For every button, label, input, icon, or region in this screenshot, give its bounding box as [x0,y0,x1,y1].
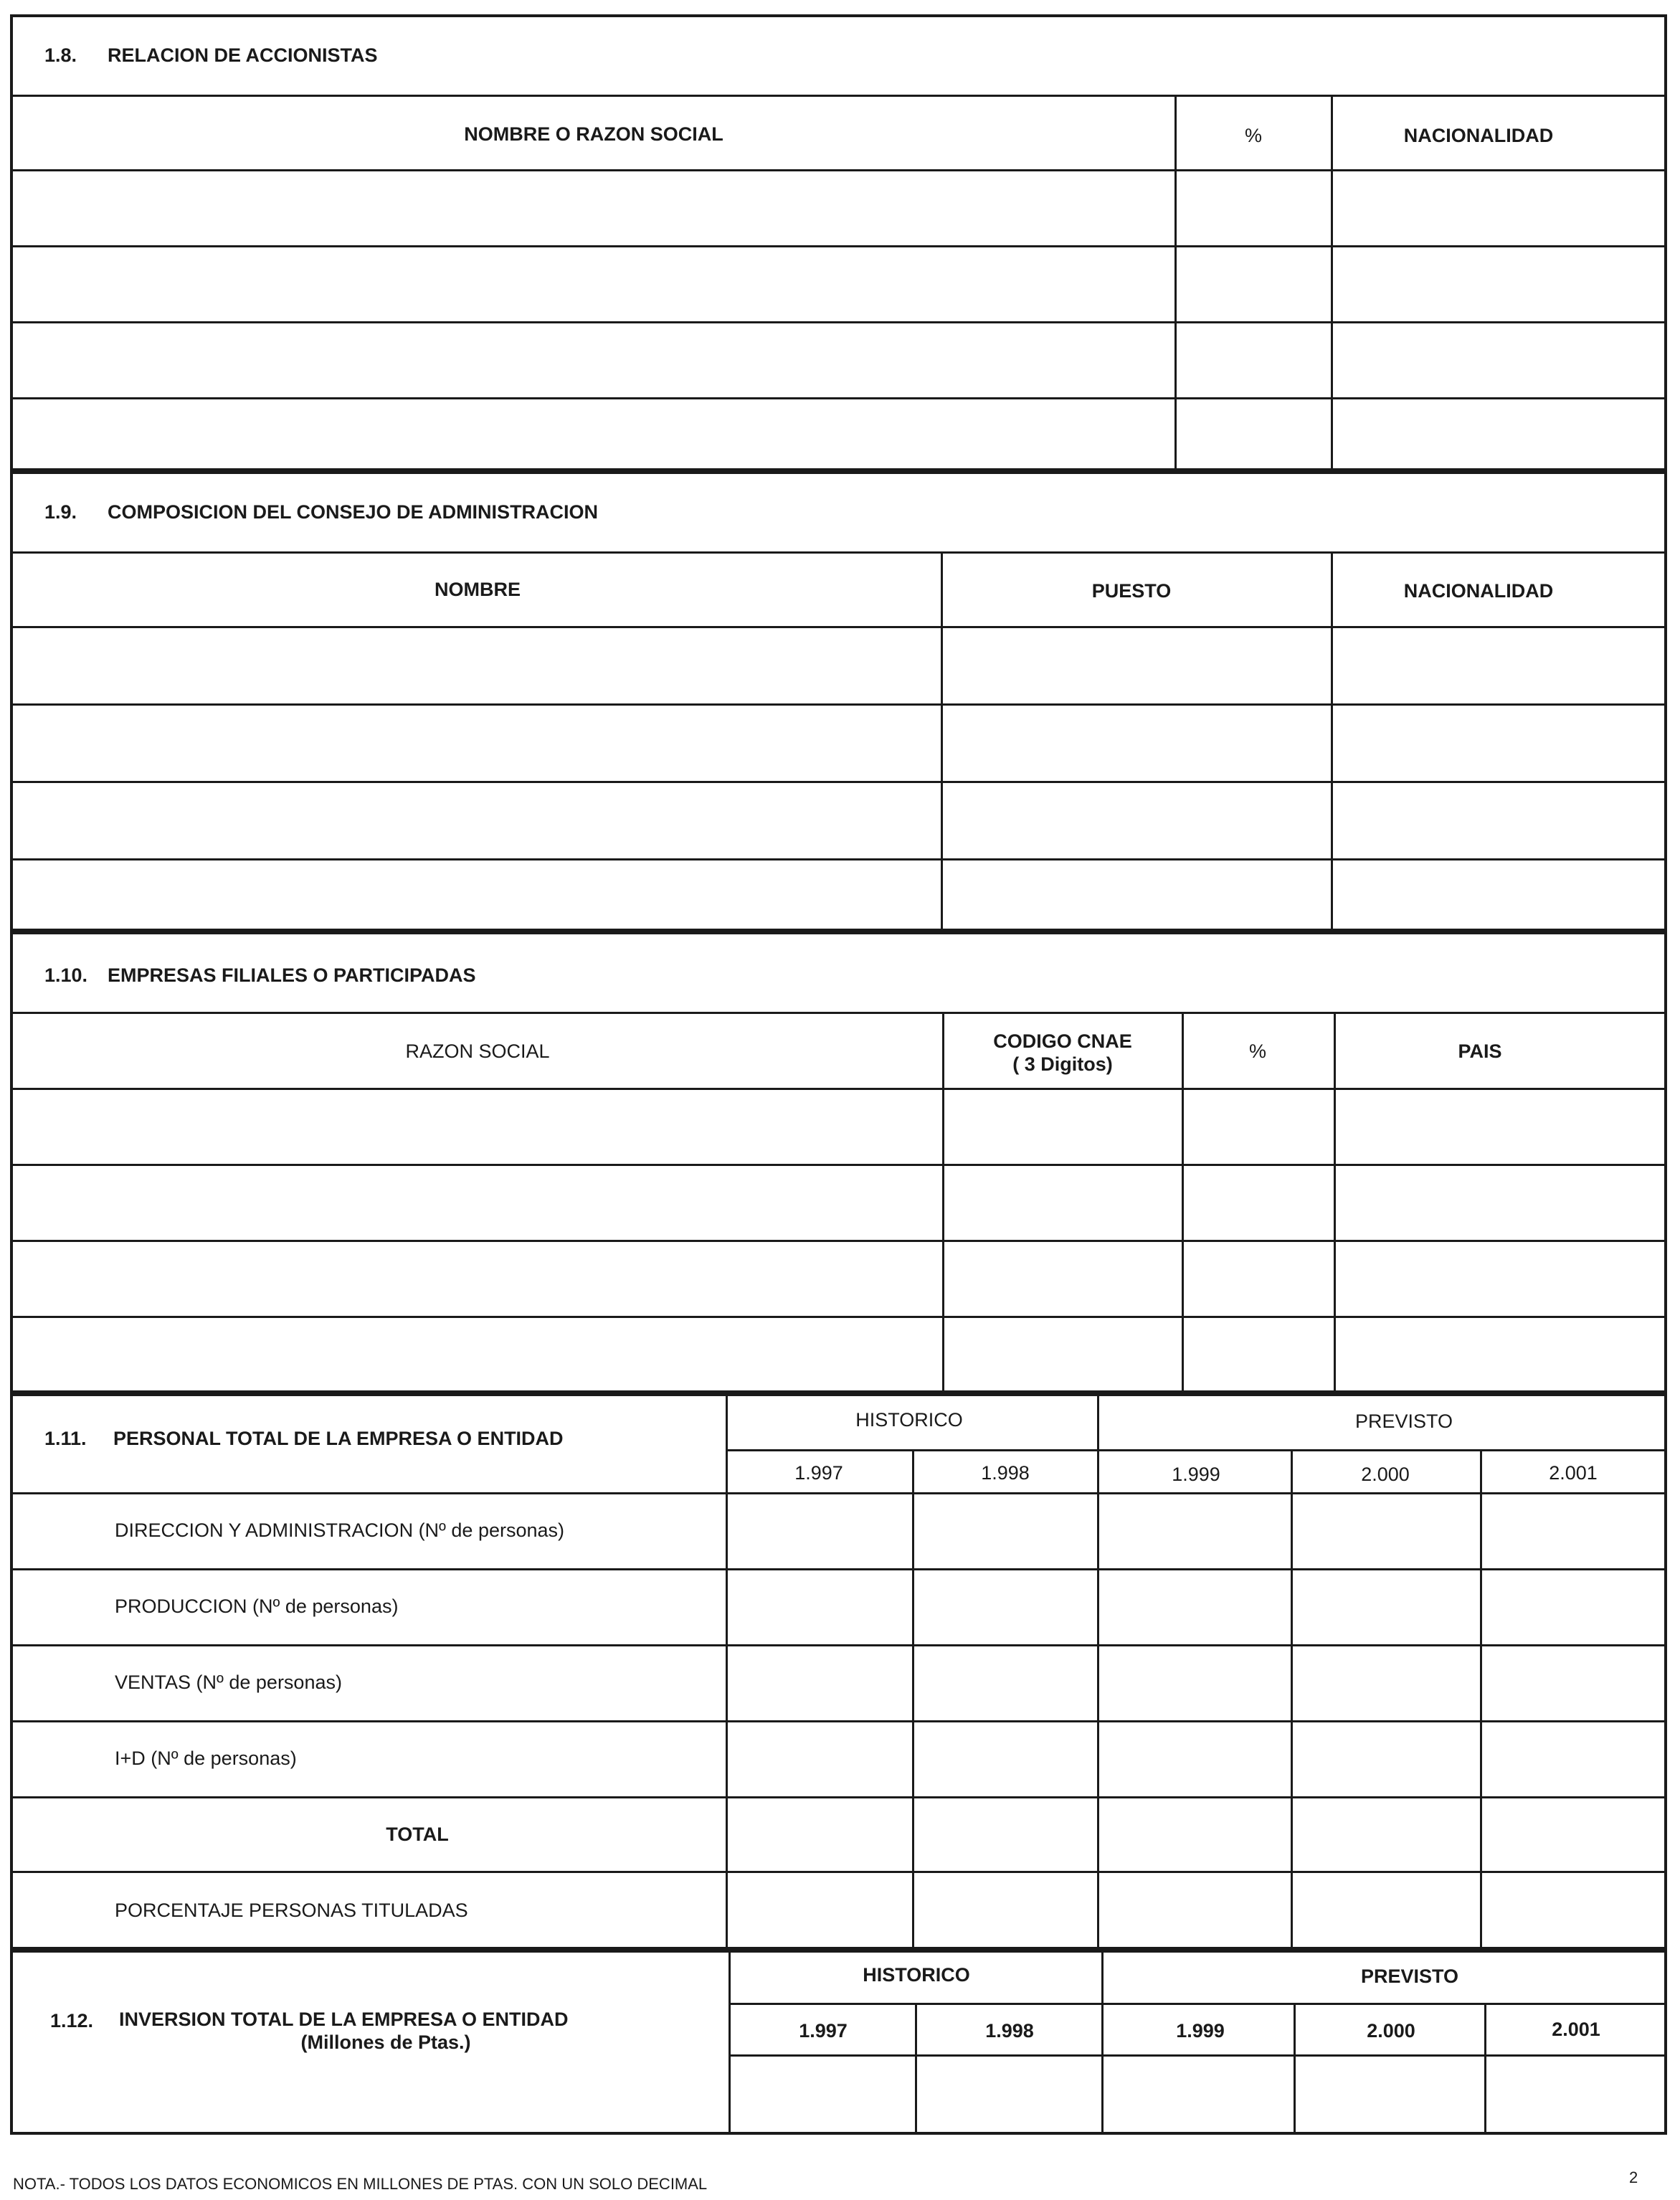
year-1999: 1.999 [1176,2020,1225,2042]
section-number: 1.8. [44,44,77,66]
header-nombre-razon-social: NOMBRE O RAZON SOCIAL [464,123,723,145]
header-nacionalidad: NACIONALIDAD [1403,125,1554,146]
section-title: PERSONAL TOTAL DE LA EMPRESA O ENTIDAD [113,1428,564,1449]
section-1-11-personal [10,1393,1667,1950]
year-2001: 2.001 [1549,1462,1598,1484]
header-puesto: PUESTO [1091,580,1172,602]
header-codigo-cnae: CODIGO CNAE [993,1030,1132,1052]
header-historico: HISTORICO [855,1409,963,1431]
input-cell[interactable] [1177,171,1331,245]
section-1-12-inversion [10,1950,1667,2135]
header-nacionalidad: NACIONALIDAD [1403,580,1554,602]
section-1-9-consejo [10,471,1667,931]
row-i-d: I+D (Nº de personas) [115,1748,297,1769]
header-percent: % [1244,125,1263,146]
header-pais: PAIS [1458,1040,1502,1062]
section-title: INVERSION TOTAL DE LA EMPRESA O ENTIDAD [119,2009,569,2030]
row-produccion: PRODUCCION (Nº de personas) [115,1596,399,1617]
row-ventas: VENTAS (Nº de personas) [115,1672,342,1693]
row-porcentaje-tituladas: PORCENTAJE PERSONAS TITULADAS [115,1900,468,1921]
section-subtitle: (Millones de Ptas.) [300,2031,471,2053]
header-razon-social: RAZON SOCIAL [405,1040,550,1062]
section-title: COMPOSICION DEL CONSEJO DE ADMINISTRACION [108,501,599,523]
header-cnae-digitos: ( 3 Digitos) [1012,1053,1113,1075]
year-1997: 1.997 [794,1462,843,1484]
section-1-10-filiales [10,931,1667,1393]
section-number: 1.12. [50,2010,94,2031]
header-previsto: PREVISTO [1354,1410,1453,1432]
page-number: 2 [1629,2168,1638,2186]
section-number: 1.11. [44,1428,87,1449]
footer-note: NOTA.- TODOS LOS DATOS ECONOMICOS EN MILLONES DE PTAS. CON UN SOLO DECIMAL [13,2175,708,2193]
year-2000: 2.000 [1367,2020,1415,2042]
input-cell[interactable] [1333,171,1664,245]
header-previsto: PREVISTO [1360,1966,1459,1987]
header-historico: HISTORICO [863,1964,970,1986]
section-title: RELACION DE ACCIONISTAS [108,44,378,66]
year-1998: 1.998 [981,1462,1030,1484]
year-1998: 1.998 [985,2020,1034,2042]
year-2000: 2.000 [1361,1464,1410,1485]
section-number: 1.9. [44,501,77,523]
section-title: EMPRESAS FILIALES O PARTICIPADAS [108,964,476,986]
year-2001: 2.001 [1552,2019,1600,2040]
row-direccion-administracion: DIRECCION Y ADMINISTRACION (Nº de personas) [115,1519,565,1541]
section-number: 1.10. [44,964,88,986]
year-1999: 1.999 [1172,1464,1220,1485]
header-percent: % [1248,1040,1267,1062]
input-cell[interactable] [13,171,1174,245]
section-1-8-accionistas [10,14,1667,471]
row-total: TOTAL [386,1824,449,1845]
header-nombre: NOMBRE [435,579,521,600]
year-1997: 1.997 [799,2020,848,2042]
